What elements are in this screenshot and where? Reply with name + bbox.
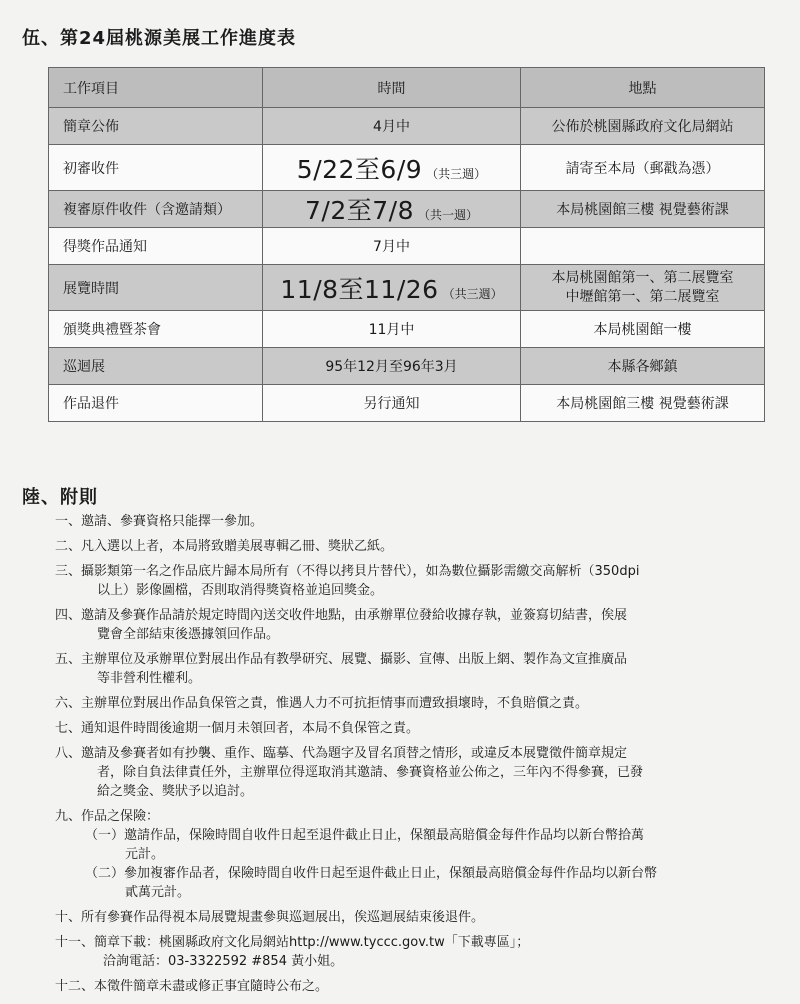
table-header-row — [49, 68, 765, 108]
rule-text: 一、邀請、參賽資格只能擇一參加。 — [55, 514, 264, 529]
rule-text: 八、邀請及參賽者如有抄襲、重作、臨摹、代為題字及冒名頂替之情形，或違反本展覽徵件簡章規定 — [55, 746, 628, 761]
row-time — [263, 265, 521, 311]
table-row — [49, 228, 765, 265]
row-item: 展覽時間 — [49, 265, 263, 311]
row-place: 本局桃園館一樓 — [521, 311, 765, 348]
section-title-appendix: 陸、附則 — [22, 487, 98, 508]
row-place: 公佈於桃園縣政府文化局網站 — [521, 108, 765, 145]
rule-text: 二、凡入選以上者，本局將致贈美展專輯乙冊、獎狀乙紙。 — [55, 539, 394, 554]
row-date-note: （共三週） — [442, 286, 503, 301]
row-place-line-2: 中壢館第一、第二展覽室 — [565, 288, 720, 305]
rule-text: 十、所有參賽作品得視本局展覽規畫參與巡迴展出，俟巡迴展結束後退件。 — [55, 910, 485, 925]
row-item: 作品退件 — [49, 385, 263, 422]
row-place — [521, 265, 765, 311]
rule-text: 十二、本徵件簡章未盡或修正事宜隨時公布之。 — [55, 979, 329, 994]
rule-4 — [55, 606, 780, 644]
rule-2 — [55, 537, 780, 556]
rule-10 — [55, 908, 780, 927]
rule-text: 九、作品之保險： — [55, 809, 160, 824]
table-row — [49, 385, 765, 422]
row-time: 95年12月至96年3月 — [263, 348, 521, 385]
row-date-note: （共一週） — [417, 208, 478, 222]
rule-8 — [55, 744, 780, 801]
row-date-range: 7/2至7/8 — [305, 196, 414, 225]
row-item: 簡章公佈 — [49, 108, 263, 145]
row-place: 本局桃園館三樓 視覺藝術課 — [521, 385, 765, 422]
row-place: 本縣各鄉鎮 — [521, 348, 765, 385]
rule-1 — [55, 512, 780, 531]
header-place: 地點 — [521, 68, 765, 108]
row-time: 7月中 — [263, 228, 521, 265]
row-date-note: （共三週） — [426, 166, 487, 181]
rule-5 — [55, 650, 780, 688]
schedule-table — [48, 67, 765, 422]
rule-3 — [55, 562, 780, 600]
rule-text: 十一、簡章下載：桃園縣政府文化局網站http://www.tyccc.gov.tw「下載專區」； — [55, 935, 530, 950]
row-date-range: 11/8至11/26 — [280, 274, 439, 304]
row-item: 巡迴展 — [49, 348, 263, 385]
rule-9-sub-1: （一）邀請作品，保險時間自收件日起至退件截止日止，保額最高賠償金每件作品均以新台幣拾萬 — [85, 828, 645, 843]
rule-text: 七、通知退件時間後逾期一個月未領回者，本局不負保管之責。 — [55, 721, 420, 736]
rule-text-cont: 等非營利性權利。 — [97, 671, 202, 686]
rule-11 — [55, 933, 780, 971]
rule-text-cont: 以上）影像圖檔，否則取消得獎資格並追回獎金。 — [97, 583, 384, 598]
row-time: 另行通知 — [263, 385, 521, 422]
row-item: 頒獎典禮暨茶會 — [49, 311, 263, 348]
rule-12 — [55, 977, 780, 996]
rule-text: 四、邀請及參賽作品請於規定時間內送交收件地點，由承辦單位發給收據存執，並簽寫切結書，俟展 — [55, 608, 628, 623]
appendix-rules — [55, 512, 780, 1002]
row-time: 4月中 — [263, 108, 521, 145]
rule-text-cont: 者，除自負法律責任外，主辦單位得逕取消其邀請、參賽資格並公佈之，三年內不得參賽，已發 — [97, 765, 644, 780]
contact-phone: 洽詢電話：03-3322592 #854 黃小姐。 — [103, 954, 344, 969]
table-row — [49, 348, 765, 385]
header-time: 時間 — [263, 68, 521, 108]
row-time — [263, 191, 521, 228]
row-date-range: 5/22至6/9 — [296, 154, 423, 184]
rule-9-sub-2-cont: 貳萬元計。 — [125, 885, 191, 900]
row-place-line-1: 本局桃園館第一、第二展覽室 — [551, 269, 734, 286]
row-item: 初審收件 — [49, 145, 263, 191]
rule-text: 三、攝影類第一名之作品底片歸本局所有（不得以拷貝片替代），如為數位攝影需繳交高解析（350dpi — [55, 564, 640, 579]
rule-6 — [55, 694, 780, 713]
table-row — [49, 145, 765, 191]
row-place: 本局桃園館三樓 視覺藝術課 — [521, 191, 765, 228]
row-item: 複審原件收件（含邀請類） — [49, 191, 263, 228]
row-place — [521, 228, 765, 265]
rule-text-cont: 給之獎金、獎狀予以追討。 — [97, 784, 254, 799]
rule-9 — [55, 807, 780, 902]
row-place: 請寄至本局（郵戳為憑） — [521, 145, 765, 191]
rule-text: 六、主辦單位對展出作品負保管之責，惟遇人力不可抗拒情事而遭致損壞時，不負賠償之責。 — [55, 696, 589, 711]
section-title-schedule: 伍、第24屆桃源美展工作進度表 — [22, 28, 297, 49]
row-time: 11月中 — [263, 311, 521, 348]
rule-9-sub-1-cont: 元計。 — [125, 847, 165, 862]
rule-text-cont: 覽會全部結束後憑據領回作品。 — [97, 627, 280, 642]
table-row — [49, 311, 765, 348]
rule-7 — [55, 719, 780, 738]
rule-9-sub-2: （二）參加複審作品者，保險時間自收件日起至退件截止日止，保額最高賠償金每件作品均以新台幣 — [85, 866, 658, 881]
rule-text: 五、主辦單位及承辦單位對展出作品有教學研究、展覽、攝影、宣傳、出版上網、製作為文宣推廣品 — [55, 652, 628, 667]
row-time — [263, 145, 521, 191]
table-row — [49, 265, 765, 311]
row-item: 得獎作品通知 — [49, 228, 263, 265]
header-item: 工作項目 — [49, 68, 263, 108]
table-row — [49, 191, 765, 228]
table-row — [49, 108, 765, 145]
